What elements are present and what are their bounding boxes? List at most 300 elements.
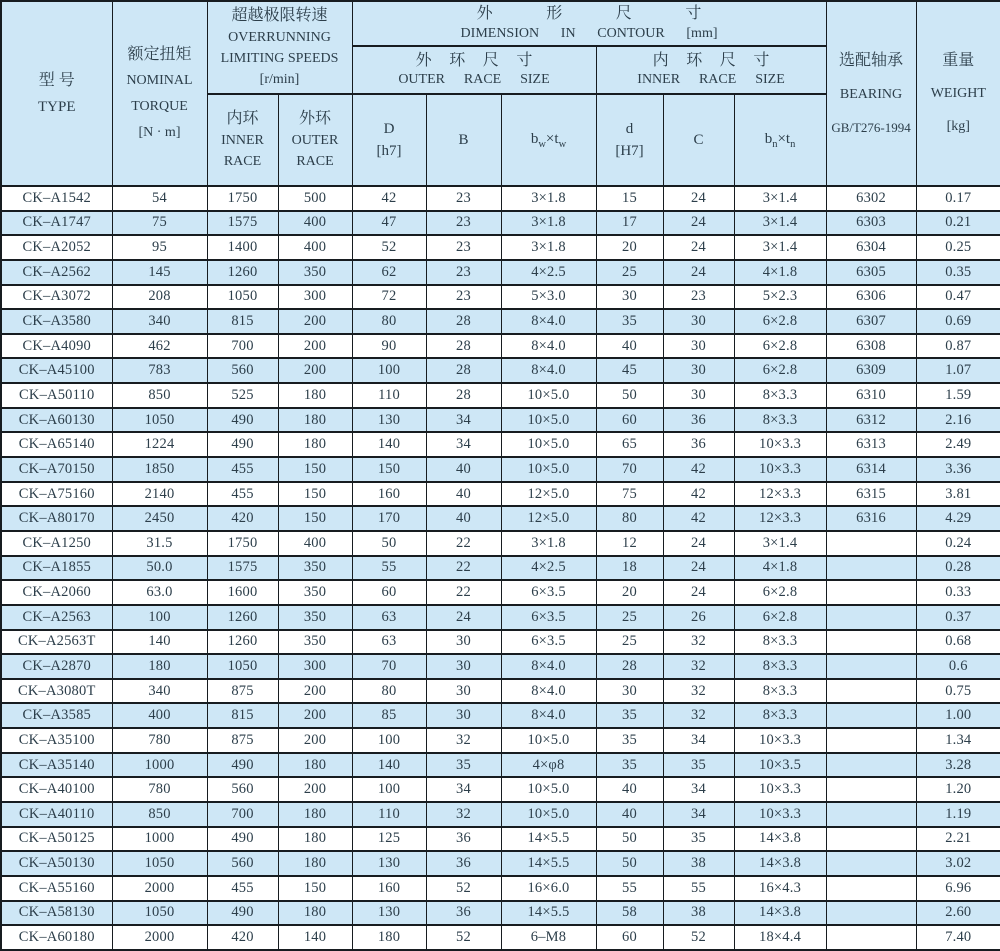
header-outer-race-size-en: OUTER RACE SIZE xyxy=(398,72,550,88)
header-dimension-contour xyxy=(352,1,826,46)
cell-B: 30 xyxy=(426,703,501,728)
cell-B: 22 xyxy=(426,531,501,556)
cell-bw_tw: 8×4.0 xyxy=(501,703,596,728)
bwtw-xt: ×t xyxy=(545,130,559,147)
cell-bw_tw: 4×2.5 xyxy=(501,260,596,285)
cell-d: 65 xyxy=(596,432,663,457)
cell-bw_tw: 12×5.0 xyxy=(501,482,596,507)
cell-inner_race_speed: 490 xyxy=(207,432,278,457)
cell-d: 58 xyxy=(596,901,663,926)
cell-inner_race_speed: 700 xyxy=(207,802,278,827)
cell-type: CK–A35100 xyxy=(1,728,112,753)
cell-weight: 1.59 xyxy=(916,383,1000,408)
header-speed-inner-race xyxy=(207,94,278,186)
cell-weight: 2.49 xyxy=(916,432,1000,457)
table-row xyxy=(1,654,1000,679)
cell-d: 25 xyxy=(596,260,663,285)
cell-bn_tn: 3×1.4 xyxy=(734,531,826,556)
cell-C: 38 xyxy=(663,851,734,876)
cell-bearing: 6313 xyxy=(826,432,916,457)
cell-outer_race_speed: 200 xyxy=(278,358,352,383)
cell-weight: 0.37 xyxy=(916,605,1000,630)
cell-C: 30 xyxy=(663,334,734,359)
header-overrunning-speeds xyxy=(207,1,352,94)
header-speeds-en2: LIMITING SPEEDS xyxy=(220,50,339,66)
cell-d: 50 xyxy=(596,383,663,408)
cell-inner_race_speed: 1260 xyxy=(207,630,278,655)
cell-d: 15 xyxy=(596,186,663,211)
cell-D: 150 xyxy=(352,457,426,482)
cell-d: 35 xyxy=(596,309,663,334)
cell-d: 40 xyxy=(596,802,663,827)
cell-B: 40 xyxy=(426,506,501,531)
header-speed-outer-race xyxy=(278,94,352,186)
cell-C: 32 xyxy=(663,630,734,655)
cell-B: 32 xyxy=(426,728,501,753)
cell-C: 42 xyxy=(663,506,734,531)
header-speeds-zh: 超越极限转速 xyxy=(231,7,328,25)
cell-type: CK–A2052 xyxy=(1,235,112,260)
cell-bearing xyxy=(826,851,916,876)
cell-inner_race_speed: 490 xyxy=(207,901,278,926)
cell-bearing xyxy=(826,925,916,950)
cell-outer_race_speed: 180 xyxy=(278,827,352,852)
cell-B: 35 xyxy=(426,753,501,778)
cell-nominal_torque: 50.0 xyxy=(112,556,207,581)
cell-nominal_torque: 340 xyxy=(112,679,207,704)
cell-nominal_torque: 780 xyxy=(112,728,207,753)
cell-inner_race_speed: 815 xyxy=(207,309,278,334)
cell-nominal_torque: 2140 xyxy=(112,482,207,507)
cell-bearing: 6303 xyxy=(826,211,916,236)
cell-d: 80 xyxy=(596,506,663,531)
cell-nominal_torque: 1050 xyxy=(112,901,207,926)
cell-nominal_torque: 850 xyxy=(112,802,207,827)
cell-D: 100 xyxy=(352,728,426,753)
cell-bearing xyxy=(826,728,916,753)
cell-d: 45 xyxy=(596,358,663,383)
cell-outer_race_speed: 180 xyxy=(278,408,352,433)
cell-nominal_torque: 208 xyxy=(112,285,207,310)
header-col-C: C xyxy=(663,94,734,186)
cell-bw_tw: 10×5.0 xyxy=(501,383,596,408)
cell-bw_tw: 14×5.5 xyxy=(501,851,596,876)
cell-weight: 2.60 xyxy=(916,901,1000,926)
cell-D: 140 xyxy=(352,753,426,778)
cell-bn_tn: 8×3.3 xyxy=(734,654,826,679)
cell-outer_race_speed: 200 xyxy=(278,728,352,753)
cell-d: 40 xyxy=(596,334,663,359)
cell-B: 40 xyxy=(426,457,501,482)
header-speed-inner-en2: RACE xyxy=(223,153,262,169)
header-weight-en: WEIGHT xyxy=(930,86,986,102)
cell-bn_tn: 10×3.3 xyxy=(734,728,826,753)
table-row xyxy=(1,457,1000,482)
header-col-D-letter: D xyxy=(383,120,395,137)
cell-D: 125 xyxy=(352,827,426,852)
cell-bw_tw: 8×4.0 xyxy=(501,309,596,334)
cell-bw_tw: 10×5.0 xyxy=(501,728,596,753)
cell-D: 180 xyxy=(352,925,426,950)
cell-D: 160 xyxy=(352,482,426,507)
header-inner-race-size-en: INNER RACE SIZE xyxy=(637,72,785,88)
cell-D: 130 xyxy=(352,901,426,926)
cell-type: CK–A70150 xyxy=(1,457,112,482)
bntn-b: b xyxy=(764,130,773,147)
cell-bearing xyxy=(826,703,916,728)
cell-type: CK–A1855 xyxy=(1,556,112,581)
cell-bw_tw: 3×1.8 xyxy=(501,211,596,236)
header-torque-en1: NOMINAL xyxy=(126,73,193,89)
cell-bearing: 6307 xyxy=(826,309,916,334)
cell-B: 34 xyxy=(426,432,501,457)
cell-bw_tw: 3×1.8 xyxy=(501,531,596,556)
table-row xyxy=(1,260,1000,285)
cell-bn_tn: 8×3.3 xyxy=(734,408,826,433)
cell-type: CK–A2870 xyxy=(1,654,112,679)
cell-inner_race_speed: 525 xyxy=(207,383,278,408)
cell-nominal_torque: 2000 xyxy=(112,876,207,901)
cell-bw_tw: 3×1.8 xyxy=(501,235,596,260)
cell-C: 35 xyxy=(663,753,734,778)
cell-inner_race_speed: 490 xyxy=(207,827,278,852)
cell-D: 80 xyxy=(352,679,426,704)
cell-bearing xyxy=(826,777,916,802)
cell-weight: 1.07 xyxy=(916,358,1000,383)
header-band-1 xyxy=(1,1,1000,46)
cell-inner_race_speed: 1400 xyxy=(207,235,278,260)
cell-bn_tn: 10×3.5 xyxy=(734,753,826,778)
cell-bearing xyxy=(826,679,916,704)
header-nominal-torque xyxy=(112,1,207,186)
cell-weight: 0.28 xyxy=(916,556,1000,581)
cell-B: 28 xyxy=(426,334,501,359)
cell-bearing xyxy=(826,531,916,556)
cell-inner_race_speed: 1050 xyxy=(207,654,278,679)
table-row xyxy=(1,556,1000,581)
cell-bw_tw: 14×5.5 xyxy=(501,901,596,926)
cell-d: 30 xyxy=(596,679,663,704)
header-speed-inner-zh: 内环 xyxy=(226,110,259,128)
cell-outer_race_speed: 400 xyxy=(278,531,352,556)
cell-bearing xyxy=(826,654,916,679)
cell-nominal_torque: 783 xyxy=(112,358,207,383)
table-row xyxy=(1,211,1000,236)
cell-d: 55 xyxy=(596,876,663,901)
cell-outer_race_speed: 500 xyxy=(278,186,352,211)
cell-C: 24 xyxy=(663,260,734,285)
cell-outer_race_speed: 180 xyxy=(278,383,352,408)
cell-D: 70 xyxy=(352,654,426,679)
table-row xyxy=(1,580,1000,605)
cell-nominal_torque: 1224 xyxy=(112,432,207,457)
cell-D: 52 xyxy=(352,235,426,260)
cell-weight: 3.02 xyxy=(916,851,1000,876)
cell-bw_tw: 6×3.5 xyxy=(501,580,596,605)
cell-B: 36 xyxy=(426,827,501,852)
cell-weight: 0.47 xyxy=(916,285,1000,310)
cell-C: 24 xyxy=(663,235,734,260)
cell-outer_race_speed: 350 xyxy=(278,580,352,605)
cell-nominal_torque: 54 xyxy=(112,186,207,211)
cell-B: 32 xyxy=(426,802,501,827)
cell-inner_race_speed: 1050 xyxy=(207,285,278,310)
cell-outer_race_speed: 400 xyxy=(278,235,352,260)
cell-bn_tn: 14×3.8 xyxy=(734,827,826,852)
cell-outer_race_speed: 350 xyxy=(278,630,352,655)
cell-C: 42 xyxy=(663,457,734,482)
cell-type: CK–A40110 xyxy=(1,802,112,827)
cell-inner_race_speed: 455 xyxy=(207,457,278,482)
cell-bw_tw: 8×4.0 xyxy=(501,654,596,679)
cell-bearing: 6314 xyxy=(826,457,916,482)
cell-d: 20 xyxy=(596,235,663,260)
cell-type: CK–A3072 xyxy=(1,285,112,310)
cell-B: 23 xyxy=(426,186,501,211)
cell-bn_tn: 10×3.3 xyxy=(734,802,826,827)
cell-bw_tw: 10×5.0 xyxy=(501,408,596,433)
cell-type: CK–A3580 xyxy=(1,309,112,334)
cell-type: CK–A1542 xyxy=(1,186,112,211)
cell-type: CK–A60180 xyxy=(1,925,112,950)
cell-C: 32 xyxy=(663,703,734,728)
table-row xyxy=(1,728,1000,753)
cell-outer_race_speed: 180 xyxy=(278,432,352,457)
cell-d: 18 xyxy=(596,556,663,581)
cell-d: 50 xyxy=(596,851,663,876)
cell-nominal_torque: 1050 xyxy=(112,408,207,433)
cell-outer_race_speed: 200 xyxy=(278,703,352,728)
cell-bn_tn: 10×3.3 xyxy=(734,432,826,457)
header-bearing-en: BEARING xyxy=(839,87,903,103)
cell-B: 40 xyxy=(426,482,501,507)
table-row xyxy=(1,531,1000,556)
cell-D: 63 xyxy=(352,630,426,655)
header-type-zh: 型 号 xyxy=(38,72,75,90)
cell-type: CK–A2562 xyxy=(1,260,112,285)
cell-bn_tn: 4×1.8 xyxy=(734,260,826,285)
cell-D: 90 xyxy=(352,334,426,359)
header-speed-outer-zh: 外环 xyxy=(298,110,331,128)
cell-bn_tn: 3×1.4 xyxy=(734,186,826,211)
cell-nominal_torque: 140 xyxy=(112,630,207,655)
cell-bw_tw: 12×5.0 xyxy=(501,506,596,531)
cell-d: 12 xyxy=(596,531,663,556)
cell-inner_race_speed: 1260 xyxy=(207,605,278,630)
cell-weight: 0.17 xyxy=(916,186,1000,211)
header-col-bn-tn xyxy=(734,94,826,186)
cell-bearing xyxy=(826,556,916,581)
table-row xyxy=(1,506,1000,531)
cell-bn_tn: 5×2.3 xyxy=(734,285,826,310)
cell-bw_tw: 6×3.5 xyxy=(501,605,596,630)
cell-weight: 4.29 xyxy=(916,506,1000,531)
cell-outer_race_speed: 140 xyxy=(278,925,352,950)
cell-D: 55 xyxy=(352,556,426,581)
cell-inner_race_speed: 490 xyxy=(207,753,278,778)
cell-D: 130 xyxy=(352,851,426,876)
header-outer-race-size-zh: 外 环 尺 寸 xyxy=(415,51,533,69)
header-col-d xyxy=(596,94,663,186)
cell-C: 36 xyxy=(663,432,734,457)
cell-B: 28 xyxy=(426,309,501,334)
cell-bearing xyxy=(826,630,916,655)
cell-D: 110 xyxy=(352,383,426,408)
cell-bn_tn: 10×3.3 xyxy=(734,457,826,482)
cell-type: CK–A2060 xyxy=(1,580,112,605)
cell-outer_race_speed: 180 xyxy=(278,802,352,827)
cell-nominal_torque: 400 xyxy=(112,703,207,728)
table-row xyxy=(1,876,1000,901)
cell-outer_race_speed: 150 xyxy=(278,457,352,482)
cell-d: 25 xyxy=(596,630,663,655)
cell-type: CK–A3080T xyxy=(1,679,112,704)
cell-bearing: 6306 xyxy=(826,285,916,310)
cell-nominal_torque: 462 xyxy=(112,334,207,359)
cell-weight: 0.87 xyxy=(916,334,1000,359)
header-col-bw-tw xyxy=(501,94,596,186)
cell-bw_tw: 10×5.0 xyxy=(501,457,596,482)
cell-D: 42 xyxy=(352,186,426,211)
cell-bearing: 6310 xyxy=(826,383,916,408)
cell-inner_race_speed: 455 xyxy=(207,876,278,901)
cell-C: 24 xyxy=(663,580,734,605)
header-bearing-standard: GB/T276-1994 xyxy=(831,119,911,135)
table-row xyxy=(1,235,1000,260)
cell-bw_tw: 10×5.0 xyxy=(501,777,596,802)
header-speed-outer-en1: OUTER xyxy=(291,132,339,148)
cell-weight: 0.69 xyxy=(916,309,1000,334)
cell-inner_race_speed: 1750 xyxy=(207,531,278,556)
header-torque-zh: 额定扭矩 xyxy=(127,45,192,63)
cell-B: 52 xyxy=(426,925,501,950)
header-col-d-letter: d xyxy=(625,120,634,137)
cell-outer_race_speed: 300 xyxy=(278,285,352,310)
cell-C: 26 xyxy=(663,605,734,630)
cell-bn_tn: 6×2.8 xyxy=(734,605,826,630)
header-type-en: TYPE xyxy=(38,98,76,115)
header-torque-unit: [N · m] xyxy=(138,125,181,141)
cell-outer_race_speed: 180 xyxy=(278,901,352,926)
cell-B: 23 xyxy=(426,285,501,310)
cell-type: CK–A35140 xyxy=(1,753,112,778)
cell-D: 100 xyxy=(352,358,426,383)
table-row xyxy=(1,630,1000,655)
cell-B: 28 xyxy=(426,383,501,408)
header-speeds-en1: OVERRUNNING xyxy=(228,29,331,45)
cell-nominal_torque: 780 xyxy=(112,777,207,802)
cell-C: 34 xyxy=(663,777,734,802)
cell-B: 36 xyxy=(426,901,501,926)
cell-inner_race_speed: 1575 xyxy=(207,556,278,581)
cell-B: 24 xyxy=(426,605,501,630)
cell-D: 72 xyxy=(352,285,426,310)
cell-nominal_torque: 1000 xyxy=(112,753,207,778)
cell-inner_race_speed: 700 xyxy=(207,334,278,359)
cell-C: 55 xyxy=(663,876,734,901)
cell-weight: 0.75 xyxy=(916,679,1000,704)
cell-weight: 0.21 xyxy=(916,211,1000,236)
cell-d: 35 xyxy=(596,753,663,778)
cell-B: 52 xyxy=(426,876,501,901)
cell-bearing xyxy=(826,753,916,778)
cell-type: CK–A58130 xyxy=(1,901,112,926)
cell-bearing xyxy=(826,802,916,827)
cell-inner_race_speed: 420 xyxy=(207,925,278,950)
cell-B: 36 xyxy=(426,851,501,876)
cell-bw_tw: 6×3.5 xyxy=(501,630,596,655)
cell-d: 50 xyxy=(596,827,663,852)
cell-bearing: 6316 xyxy=(826,506,916,531)
cell-B: 23 xyxy=(426,211,501,236)
cell-weight: 7.40 xyxy=(916,925,1000,950)
cell-bn_tn: 16×4.3 xyxy=(734,876,826,901)
table-row xyxy=(1,358,1000,383)
cell-type: CK–A50110 xyxy=(1,383,112,408)
cell-bn_tn: 12×3.3 xyxy=(734,506,826,531)
cell-inner_race_speed: 875 xyxy=(207,728,278,753)
cell-inner_race_speed: 490 xyxy=(207,408,278,433)
cell-d: 35 xyxy=(596,728,663,753)
cell-C: 32 xyxy=(663,654,734,679)
cell-outer_race_speed: 350 xyxy=(278,605,352,630)
cell-bn_tn: 4×1.8 xyxy=(734,556,826,581)
header-bearing xyxy=(826,1,916,186)
cell-bw_tw: 14×5.5 xyxy=(501,827,596,852)
cell-d: 75 xyxy=(596,482,663,507)
cell-outer_race_speed: 200 xyxy=(278,334,352,359)
cell-bearing: 6315 xyxy=(826,482,916,507)
cell-C: 34 xyxy=(663,728,734,753)
table-row xyxy=(1,309,1000,334)
cell-bn_tn: 3×1.4 xyxy=(734,211,826,236)
cell-B: 22 xyxy=(426,556,501,581)
cell-D: 85 xyxy=(352,703,426,728)
cell-type: CK–A2563 xyxy=(1,605,112,630)
cell-outer_race_speed: 200 xyxy=(278,777,352,802)
bntn-xt: ×t xyxy=(777,130,791,147)
bwtw-sub-w1: w xyxy=(538,138,546,150)
cell-nominal_torque: 95 xyxy=(112,235,207,260)
cell-d: 60 xyxy=(596,925,663,950)
header-dimension-en: DIMENSION IN CONTOUR [mm] xyxy=(460,25,718,41)
cell-nominal_torque: 145 xyxy=(112,260,207,285)
cell-weight: 1.00 xyxy=(916,703,1000,728)
cell-C: 30 xyxy=(663,383,734,408)
cell-d: 60 xyxy=(596,408,663,433)
cell-D: 47 xyxy=(352,211,426,236)
table-row xyxy=(1,408,1000,433)
cell-weight: 3.28 xyxy=(916,753,1000,778)
table-row xyxy=(1,186,1000,211)
cell-outer_race_speed: 200 xyxy=(278,309,352,334)
table-row xyxy=(1,777,1000,802)
cell-type: CK–A45100 xyxy=(1,358,112,383)
cell-nominal_torque: 1850 xyxy=(112,457,207,482)
cell-D: 60 xyxy=(352,580,426,605)
header-speeds-unit: [r/min] xyxy=(259,71,300,87)
table-row xyxy=(1,432,1000,457)
cell-outer_race_speed: 180 xyxy=(278,851,352,876)
cell-type: CK–A2563T xyxy=(1,630,112,655)
header-dimension-zh: 外 形 尺 寸 xyxy=(476,5,702,23)
cell-type: CK–A80170 xyxy=(1,506,112,531)
cell-bn_tn: 8×3.3 xyxy=(734,679,826,704)
cell-C: 32 xyxy=(663,679,734,704)
cell-C: 23 xyxy=(663,285,734,310)
table-row xyxy=(1,703,1000,728)
cell-nominal_torque: 31.5 xyxy=(112,531,207,556)
